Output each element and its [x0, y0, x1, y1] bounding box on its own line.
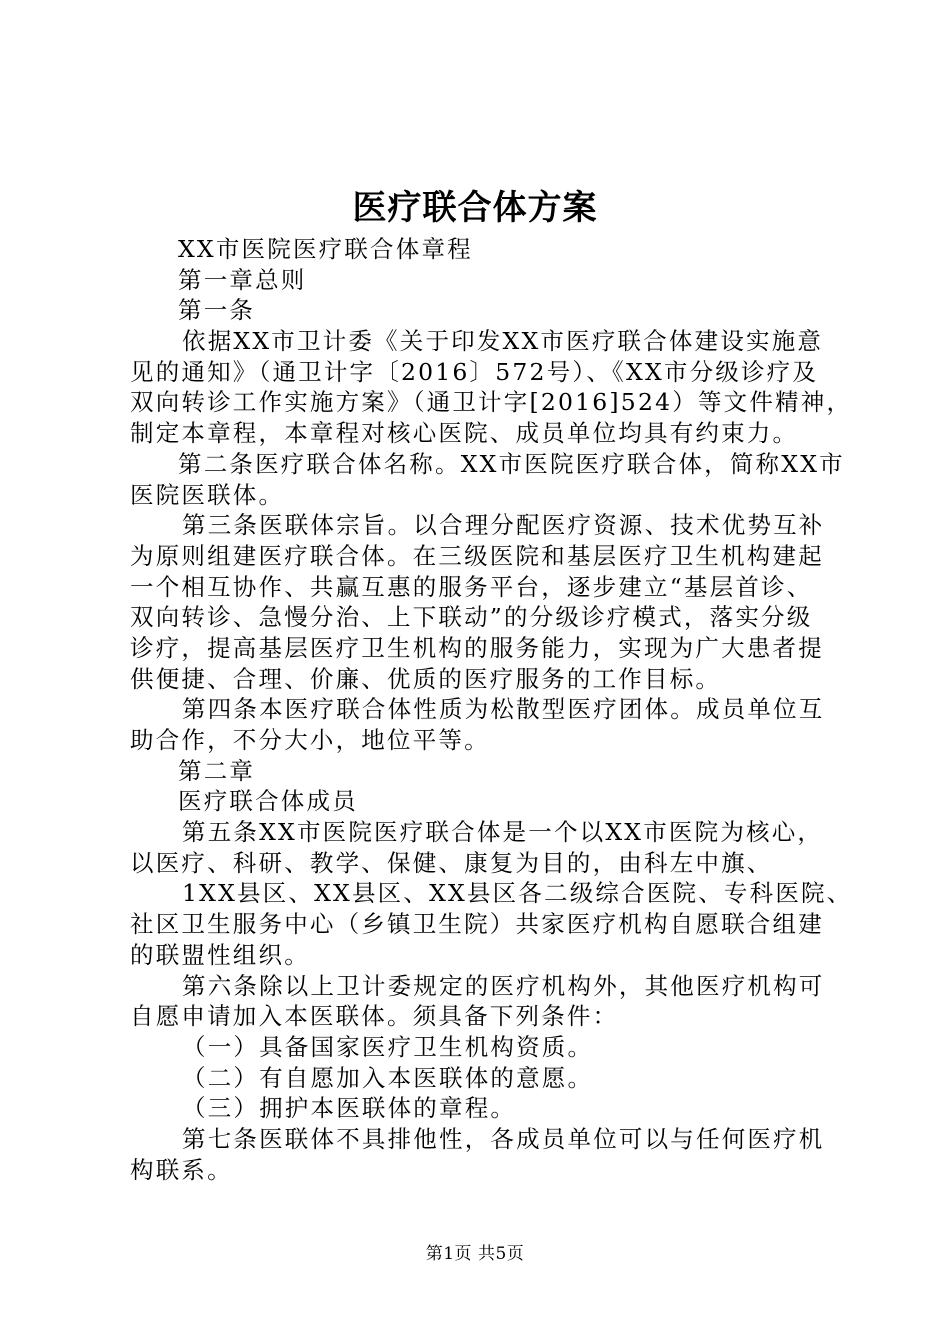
paragraph-line: 供便捷、合理、价廉、优质的医疗服务的工作目标。 — [130, 664, 722, 693]
paragraph-line: 医院医联体。 — [130, 480, 285, 509]
paragraph-line: XX市医院医疗联合体章程 — [178, 235, 473, 263]
paragraph-line: 医疗联合体成员 — [178, 787, 358, 816]
paragraph-line: 社区卫生服务中心（乡镇卫生院）共家医疗机构自愿联合组建 — [130, 910, 824, 939]
paragraph-line: 为原则组建医疗联合体。在三级医院和基层医疗卫生机构建起 — [130, 541, 824, 570]
document-title: 医疗联合体方案 — [352, 188, 598, 228]
paragraph-line: 制定本章程，本章程对核心医院、成员单位均具有约束力。 — [130, 419, 799, 448]
paragraph-line: 一个相互协作、共赢互惠的服务平台，逐步建立“基层首诊、 — [130, 572, 813, 601]
paragraph-line: 1XX县区、XX县区、XX县区各二级综合医院、专科医院、 — [182, 879, 853, 908]
document-body — [130, 234, 853, 1185]
paragraph-line: 第一章总则 — [178, 265, 307, 294]
paragraph-line: 第二条医疗联合体名称。XX市医院医疗联合体，简称XX市 — [178, 449, 845, 478]
paragraph-line: 第一条 — [178, 296, 256, 325]
paragraph-line: 助合作，不分大小，地位平等。 — [130, 726, 490, 754]
paragraph-line: 第四条本医疗联合体性质为松散型医疗团体。成员单位互 — [182, 695, 825, 724]
page-footer: 第1页 共5页 — [425, 1244, 525, 1264]
paragraph-line: 构联系。 — [130, 1155, 233, 1184]
paragraph-line: （三）拥护本医联体的章程。 — [182, 1094, 517, 1123]
paragraph-line: 见的通知》（通卫计字〔2016〕572号）、《XX市分级诊疗及 — [130, 357, 819, 386]
paragraph-line: 第三条医联体宗旨。以合理分配医疗资源、技术优势互补 — [182, 511, 825, 540]
paragraph-line: 双向转诊工作实施方案》（通卫计字[2016]524）等文件精神， — [130, 388, 853, 417]
paragraph-line: 第五条XX市医院医疗联合体是一个以XX市医院为核心， — [182, 818, 824, 847]
paragraph-line: 诊疗，提高基层医疗卫生机构的服务能力，实现为广大患者提 — [130, 633, 824, 662]
paragraph-line: 自愿申请加入本医联体。须具备下列条件： — [130, 1002, 619, 1031]
paragraph-line: 第二章 — [178, 756, 256, 785]
paragraph-line: 的联盟性组织。 — [130, 940, 310, 969]
paragraph-line: 依据XX市卫计委《关于印发XX市医疗联合体建设实施意 — [182, 327, 824, 356]
paragraph-line: （二）有自愿加入本医联体的意愿。 — [182, 1063, 594, 1092]
paragraph-line: 第七条医联体不具排他性，各成员单位可以与任何医疗机 — [182, 1124, 825, 1153]
paragraph-line: 双向转诊、急慢分治、上下联动”的分级诊疗模式，落实分级 — [130, 603, 813, 632]
paragraph-line: 第六条除以上卫计委规定的医疗机构外，其他医疗机构可 — [182, 971, 825, 1000]
paragraph-line: 以医疗、科研、教学、保健、康复为目的，由科左中旗、 — [130, 848, 773, 877]
paragraph-line: （一）具备国家医疗卫生机构资质。 — [182, 1032, 594, 1061]
